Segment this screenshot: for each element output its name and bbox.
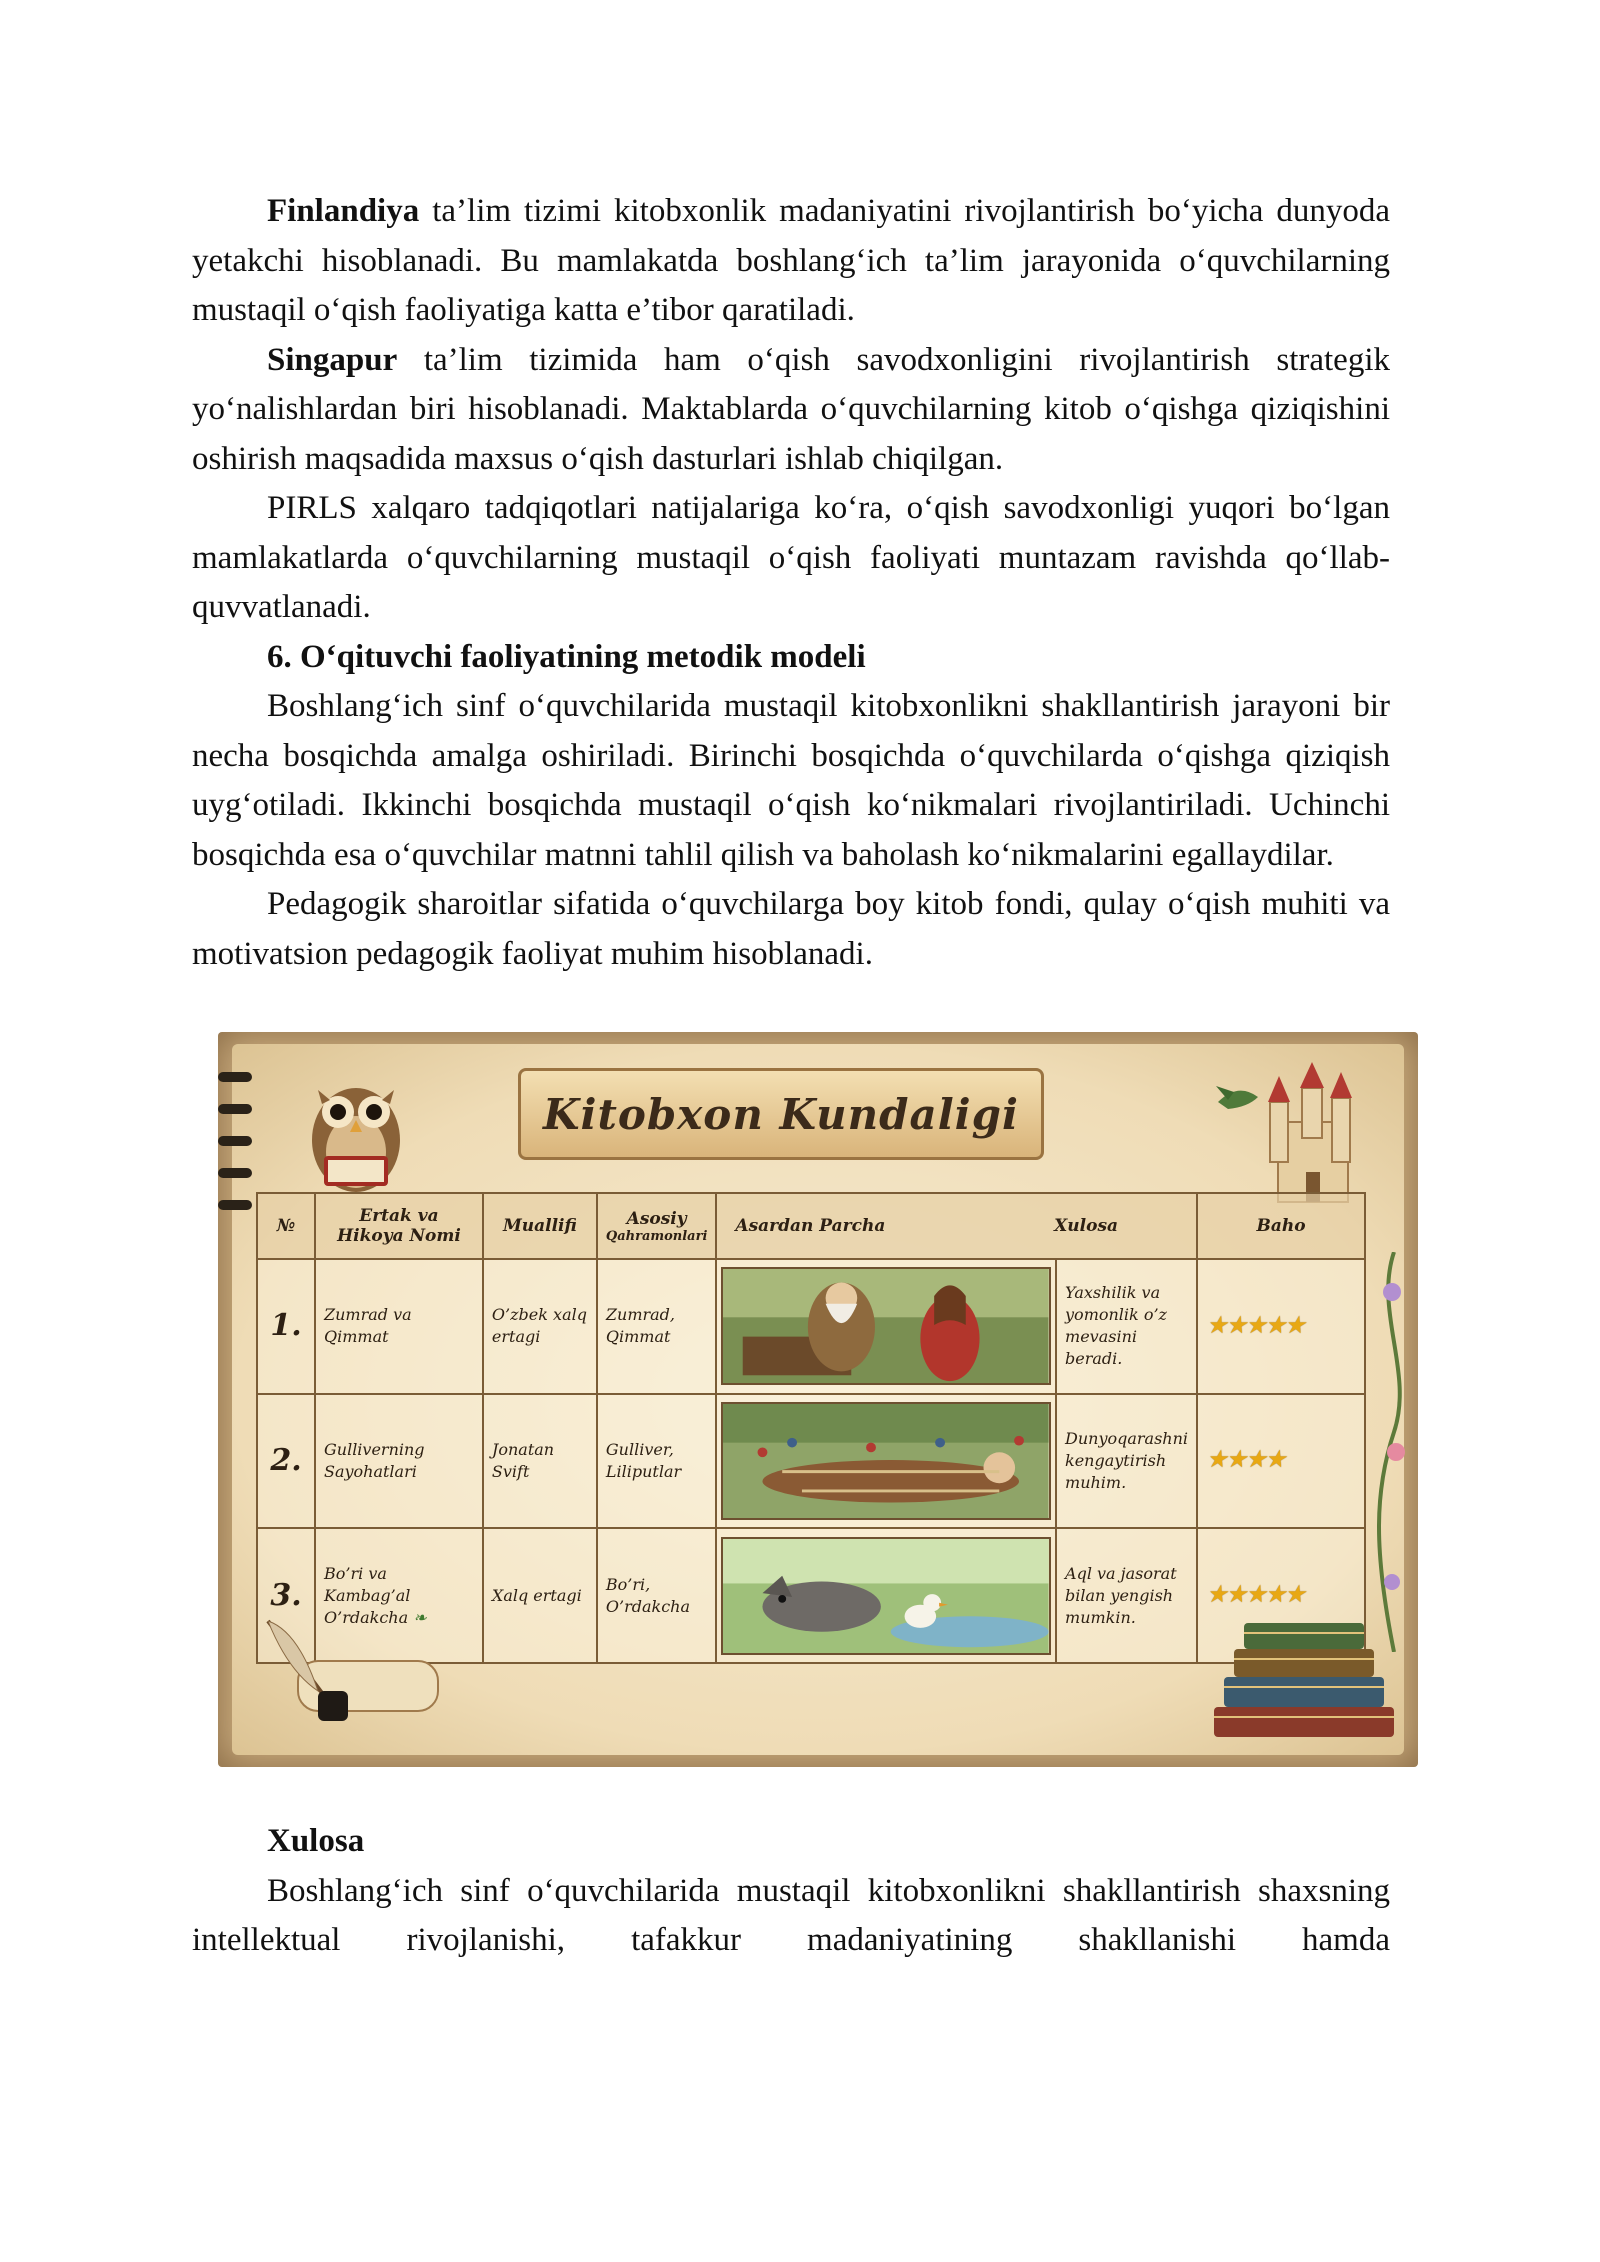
owl-reading-icon [296, 1060, 416, 1200]
header-heroes-line1: Asosiy [626, 1208, 687, 1229]
star-rating-icon: ★★★★ [1206, 1445, 1285, 1474]
spiral-ring [218, 1136, 252, 1146]
header-title: Ertak va Hikoya Nomi [315, 1193, 483, 1259]
books-stack-icon [1194, 1613, 1404, 1743]
header-author: Muallifi [483, 1193, 597, 1259]
row-conclusion: Yaxshilik va yomonlik o’z mevasini beradi. [1056, 1259, 1197, 1394]
row-number: 2. [257, 1394, 315, 1529]
paragraph-singapore [192, 336, 1390, 485]
paragraph-text: PIRLS xalqaro tadqiqotlari natijalariga ko‘ra, o‘qish savodxonligi yuqori bo‘lgan mamlakatlarda o‘quvchilarning mustaqil o‘qish faoliyati muntazam ravishda qo‘llab-quvvatlanadi. [192, 490, 1390, 625]
spiral-ring [218, 1072, 252, 1082]
star-rating-icon: ★★★★★ [1206, 1580, 1304, 1609]
table-header-row [257, 1193, 1365, 1259]
row-heroes: Gulliver, Liliputlar [597, 1394, 717, 1529]
row-excerpt-image [716, 1259, 1056, 1394]
row-rating [1197, 1394, 1365, 1529]
table-row [257, 1259, 1365, 1394]
spiral-ring [218, 1200, 252, 1210]
row-number: 3. [257, 1528, 315, 1663]
country-finland: Finlandiya [267, 193, 420, 229]
castle-dragon-icon [1208, 1062, 1358, 1212]
vine-decoration-icon [1374, 1252, 1414, 1652]
paragraph-conditions: Pedagogik sharoitlar sifatida o‘quvchilarga boy kitob fondi, qulay o‘qish muhiti va motivatsion pedagogik faoliyat muhim hisoblanadi. [192, 886, 1390, 972]
reading-diary-illustration [218, 1032, 1418, 1767]
row-title: Gulliverning Sayohatlari [315, 1394, 483, 1529]
row-rating [1197, 1259, 1365, 1394]
wolf-duckling-scene-icon [721, 1537, 1051, 1655]
row-heroes: Zumrad, Qimmat [597, 1259, 717, 1394]
header-heroes-line2: Qahramonlari [605, 1228, 708, 1244]
row-author: Xalq ertagi [483, 1528, 597, 1663]
header-conclusion: Xulosa [1054, 1216, 1119, 1236]
header-heroes [597, 1193, 717, 1259]
paragraph-stages: Boshlang‘ich sinf o‘quvchilarida mustaqil kitobxonlikni shakllantirish jarayoni bir necha bosqichda amalga oshiriladi. Birinchi bosqichda o‘quvchilarda o‘qishga qiziqish uyg‘otiladi. Ikkinchi bosqichda mustaqil o‘qish ko‘nikmalari rivojlantiriladi. Uchinchi bosqichda esa o‘quvchilar matnni tahlil qilish va baholash ko‘nikmalarini egallaydilar. [192, 688, 1390, 873]
conclusion-block [192, 1817, 1390, 1966]
leaf-icon: ❧ [413, 1607, 427, 1627]
row-excerpt-image [716, 1394, 1056, 1529]
header-excerpt-conclusion [716, 1193, 1197, 1259]
row-number: 1. [257, 1259, 315, 1394]
section-heading: 6. O‘qituvchi faoliyatining metodik modeli [267, 638, 866, 675]
reading-diary-table [256, 1192, 1366, 1664]
star-rating-icon: ★★★★★ [1206, 1310, 1304, 1339]
table-row [257, 1394, 1365, 1529]
country-singapore: Singapur [267, 341, 398, 378]
row-author: Jonatan Svift [483, 1394, 597, 1529]
row-conclusion: Aql va jasorat bilan yengish mumkin. [1056, 1528, 1197, 1663]
diary-title: Kitobxon Kundaligi [543, 1089, 1019, 1139]
title-ribbon [518, 1068, 1044, 1160]
quill-inkwell-icon [258, 1611, 458, 1731]
paragraph-finland [192, 187, 1390, 336]
spiral-ring [218, 1104, 252, 1114]
row-title: Zumrad va Qimmat [315, 1259, 483, 1394]
spiral-ring [218, 1168, 252, 1178]
top-text-block [192, 187, 1390, 979]
paragraph-text: ta’lim tizimi kitobxonlik madaniyatini rivojlantirish bo‘yicha dunyoda yetakchi hisoblanadi. Bu mamlakatda boshlang‘ich ta’lim jarayonida o‘quvchilarning mustaqil o‘qish faoliyatiga katta e’tibor qaratiladi. [192, 193, 1390, 328]
row-author: O’zbek xalq ertagi [483, 1259, 597, 1394]
row-heroes: Bo’ri, O’rdakcha [597, 1528, 717, 1663]
gulliver-scene-icon [721, 1402, 1051, 1520]
row-conclusion: Dunyoqarashni kengaytirish muhim. [1056, 1394, 1197, 1529]
header-rating: Baho [1197, 1193, 1365, 1259]
paragraph-pirls [192, 484, 1390, 633]
row-title-text: Bo’ri va Kambag’al O’rdakcha [323, 1563, 411, 1627]
zumrad-qimmat-scene-icon [721, 1267, 1051, 1385]
conclusion-paragraph: Boshlang‘ich sinf o‘quvchilarida mustaqil kitobxonlikni shakllantirish shaxsning intellektual rivojlanishi, tafakkur madaniyatining shakllanishi hamda [192, 1872, 1390, 1958]
conclusion-heading: Xulosa [267, 1823, 365, 1859]
paragraph-text: ta’lim tizimida ham o‘qish savodxonligini rivojlantirish strategik yo‘nalishlardan biri hisoblanadi. Maktablarda o‘quvchilarning kitob o‘qishga qiziqishini oshirish maqsadida maxsus o‘qish dasturlari ishlab chiqilgan. [192, 341, 1390, 477]
row-excerpt-image [716, 1528, 1056, 1663]
header-number: № [257, 1193, 315, 1259]
header-excerpt: Asardan Parcha [735, 1216, 886, 1236]
